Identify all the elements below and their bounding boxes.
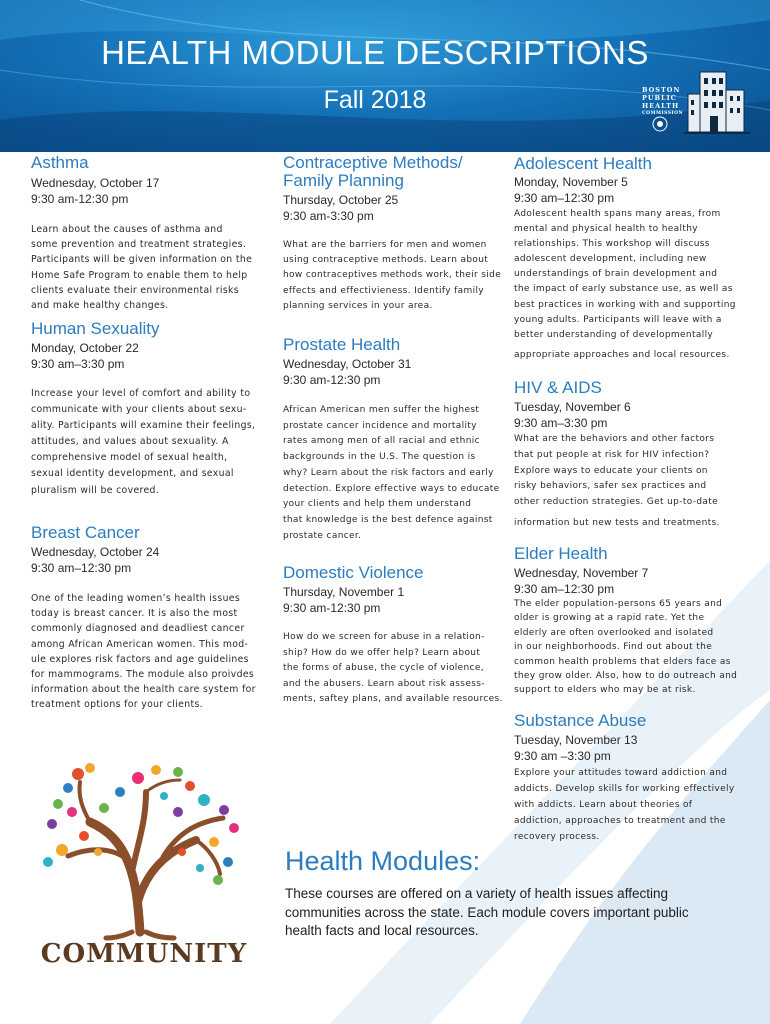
page-subtitle: Fall 2018	[323, 86, 427, 114]
module-breast-cancer	[31, 524, 256, 713]
module-title: Domestic Violence	[283, 563, 424, 582]
module-description: African American men suffer the highest prostate cancer incidence and mortality rates among men of all racial and ethnic backgrounds in the U.S. The question is why? Learn about the risk factors and early detection. Explore effective ways to educate your clients and help them understand that knowledge is the best defence against prostate cancer.	[283, 405, 500, 541]
module-domestic-violence	[283, 564, 503, 708]
module-date: Monday, November 5	[514, 175, 628, 189]
module-hiv	[514, 379, 720, 532]
health-modules-heading: Health Modules:	[285, 846, 481, 876]
module-title: Breast Cancer	[31, 523, 140, 542]
module-contraceptive	[283, 154, 501, 314]
module-time: 9:30 am-3:30 pm	[283, 209, 374, 223]
community-word: COMMUNITY	[40, 939, 248, 969]
module-elder	[514, 545, 737, 698]
module-date: Thursday, October 25	[283, 193, 399, 207]
module-title: Adolescent Health	[514, 154, 652, 173]
module-date: Wednesday, November 7	[514, 566, 649, 580]
module-adolescent	[514, 155, 736, 363]
module-title: Prostate Health	[283, 335, 401, 354]
health-modules-text: These courses are offered on a variety of health issues affecting communities across the state. Each module covers important public health facts and local resources.	[285, 886, 689, 938]
module-date: Tuesday, November 6	[514, 400, 631, 414]
module-time: 9:30 am-12:30 pm	[31, 192, 129, 206]
module-description: Increase your level of comfort and ability to communicate with your clients about sexu- ality. Participants will examine their feelings, attitudes, and values about sexuality. A comprehensive model of sexual health, sexual identity development, and sexual pluralism will be covered.	[31, 388, 256, 496]
module-description: Explore your attitudes toward addiction and addicts. Develop skills for working effectively with addicts. Learn about theories of addiction, approaches to treatment and the recovery process.	[514, 768, 735, 842]
bphc-logo	[640, 64, 752, 144]
module-title: Asthma	[31, 153, 89, 172]
header-banner	[0, 0, 770, 152]
module-date: Wednesday, October 17	[31, 176, 160, 190]
module-human-sexuality	[31, 320, 255, 499]
module-time: 9:30 am–12:30 pm	[514, 191, 615, 205]
module-time: 9:30 am–3:30 pm	[514, 416, 608, 430]
module-time: 9:30 am–12:30 pm	[514, 582, 615, 596]
module-date: Monday, October 22	[31, 341, 139, 355]
module-time: 9:30 am–3:30 pm	[31, 357, 125, 371]
module-time: 9:30 am –3:30 pm	[514, 749, 611, 763]
module-title: Contraceptive Methods/ Family Planning	[283, 153, 463, 190]
logo-text: BOSTON PUBLIC HEALTH COMMISSION	[642, 86, 684, 116]
module-time: 9:30 am–12:30 pm	[31, 561, 132, 575]
module-title: Substance Abuse	[514, 711, 647, 730]
module-title: Human Sexuality	[31, 319, 160, 338]
module-time: 9:30 am-12:30 pm	[283, 601, 381, 615]
module-description: One of the leading women’s health issues today is breast cancer. It is also the most commonly diagnosed and deadliest cancer among African American women. This mod- ule explores risk factors and age guidelines for mammograms. The module also proivdes information about the health care system for treatment options for your clients.	[31, 593, 256, 711]
module-description: What are the behaviors and other factors that put people at risk for HIV infection? Explore ways to educate your clients on risky behaviors, safer sex practices and other reduction strategies. Get up-to-date information but new tests and treatments.	[514, 434, 720, 528]
module-description: How do we screen for abuse in a relation- ship? How do we offer help? Learn about the forms of abuse, the cycle of violence, and the abusers. Learn about risk assess- ments, saftey plans, and available resources.	[283, 632, 503, 704]
building-sketch-icon	[640, 64, 752, 144]
module-description: The elder population-persons 65 years and older is growing at a rapid rate. Yet the elderly are often overlooked and isolated in our neighborhoods. Find out about the common health problems that elders face as they grow older. Also, how to do outreach and support to elders who may be at risk.	[514, 599, 738, 696]
module-time: 9:30 am-12:30 pm	[283, 373, 381, 387]
module-title: Elder Health	[514, 544, 608, 563]
module-description: Learn about the causes of asthma and some prevention and treatment strategies. Participants will be given information on the Home Safe Program to enable them to help clients evaluate their environmental risks and make healthy changes.	[31, 224, 253, 312]
module-asthma	[31, 154, 252, 313]
community-tree-logo	[28, 752, 260, 972]
module-substance	[514, 712, 735, 845]
module-description: Adolescent health spans many areas, from mental and physical health to healthy relationships. This workshop will discuss adolescent development, including new understandings of brain development and the impact of early substance use, as well as best practices in working with and supporting young adults. Participants will leave with a better understanding of developmentally appropriate approaches and local resources.	[514, 209, 736, 360]
module-description: What are the barriers for men and women using contraceptive methods. Learn about how contraceptives methods work, their side effects and effectivieness. Identify family planning services in your area.	[283, 240, 502, 311]
module-title: HIV & AIDS	[514, 378, 602, 397]
module-prostate	[283, 336, 500, 544]
module-date: Wednesday, October 31	[283, 357, 412, 371]
module-date: Thursday, November 1	[283, 585, 405, 599]
module-date: Wednesday, October 24	[31, 545, 160, 559]
page-title: HEALTH MODULE DESCRIPTIONS	[101, 34, 649, 71]
module-date: Tuesday, November 13	[514, 733, 638, 747]
